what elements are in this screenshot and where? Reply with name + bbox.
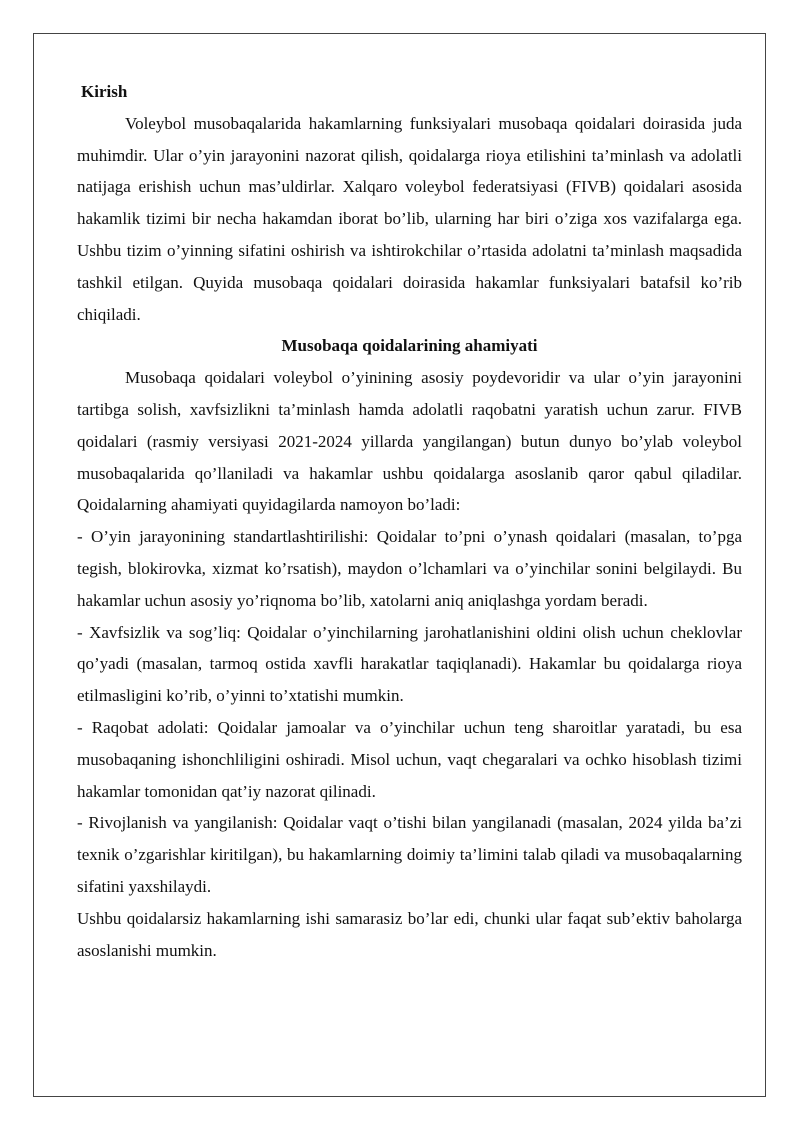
bullet-item-fairness: - Raqobat adolati: Qoidalar jamoalar va o’yinchilar uchun teng sharoitlar yaratadi, bu esa musobaqaning ishonchliligini oshiradi. Misol uchun, vaqt chegaralari va ochko hisoblash tizimi hakamlar tomonidan qat’iy nazorat qilinadi. bbox=[77, 717, 742, 801]
bullet-item-development: - Rivojlanish va yangilanish: Qoidalar vaqt o’tishi bilan yangilanadi (masalan, 2024 yilda ba’zi texnik o’zgarishlar kiritilgan), bu hakamlarning doimiy ta’limini talab qiladi va musobaqalarning sifatini yaxshilaydi. bbox=[77, 813, 742, 896]
intro-paragraph: Voleybol musobaqalarida hakamlarning funksiyalari musobaqa qoidalari doirasida juda muhimdir. Ular o’yin jarayonini nazorat qilish, qoidalarga rioya etilishini ta’minlash va adolatli natijaga erishish uchun mas’uldirlar. Xalqaro voleybol federatsiyasi (FIVB) qoidalari asosida hakamlik tizimi bir necha hakamdan iborat bo’lib, ularning har biri o’ziga xos vazifalarga ega. Ushbu tizim o’yinning sifatini oshirish va ishtirokchilar o’rtasida adolatni ta’minlash maqsadida tashkil etilgan. Quyida musobaqa qoidalari doirasida hakamlar funksiyalari batafsil ko’rib chiqiladi. bbox=[77, 113, 742, 324]
rules-paragraph: Musobaqa qoidalari voleybol o’yinining asosiy poydevoridir va ular o’yin jarayonini tartibga solish, xavfsizlikni ta’minlash hamda adolatli raqobatni yaratish uchun zarur. FIVB qoidalari (rasmiy versiyasi 2021-2024 yillarda yangilangan) butun dunyo bo’ylab voleybol musobaqalarida qo’llaniladi va hakamlar ushbu qoidalarga asoslanib qaror qabul qiladilar. Qoidalarning ahamiyati quyidagilarda namoyon bo’ladi: bbox=[77, 368, 742, 515]
document-body bbox=[77, 72, 742, 966]
section-heading-rules: Musobaqa qoidalarining ahamiyati bbox=[281, 336, 538, 356]
closing-paragraph: Ushbu qoidalarsiz hakamlarning ishi samarasiz bo’lar edi, chunki ular faqat sub’ektiv baholarga asoslanishi mumkin. bbox=[77, 908, 742, 960]
bullet-item-standardization: - O’yin jarayonining standartlashtirilishi: Qoidalar to’pni o’ynash qoidalari (masalan, to’pga tegish, blokirovka, xizmat ko’rsatish), maydon o’lchamlari va o’yinchilar sonini belgilaydi. Bu hakamlar uchun asosiy yo’riqnoma bo’lib, xatolarni aniq aniqlashga yordam beradi. bbox=[77, 527, 742, 610]
section-heading-intro: Kirish bbox=[81, 82, 128, 101]
bullet-item-safety: - Xavfsizlik va sog’liq: Qoidalar o’yinchilarning jarohatlanishini oldini olish uchun cheklovlar qo’yadi (masalan, tarmoq ostida xavfli harakatlar taqiqlanadi). Hakamlar bu qoidalarga rioya etilmasligini ko’rib, o’yinni to’xtatishi mumkin. bbox=[77, 622, 742, 706]
